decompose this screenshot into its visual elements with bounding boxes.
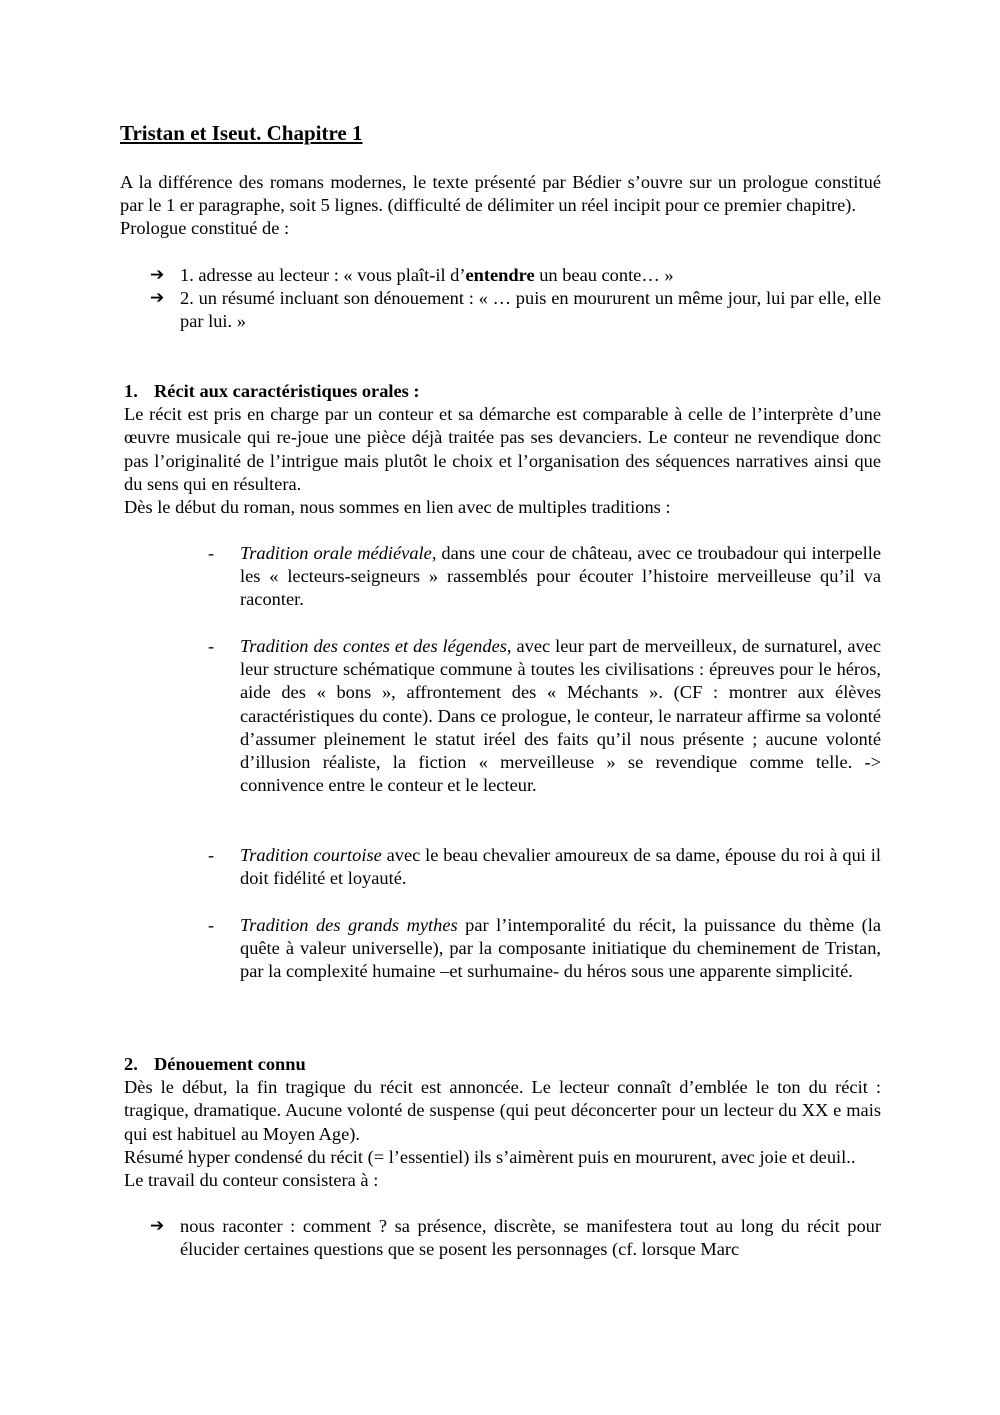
tradition-item: - Tradition des contes et des légendes, avec leur part de merveilleux, de surnaturel, avec leur structure schématique commune à toutes les civilisations : épreuves pour le héros, aide des « bons », affrontement des « Méchants ». (CF : montrer aux élèves caractéristiques du conte). Dans ce prologue, le conteur, le narrateur affirme sa volonté d’assumer pleinement le statut iréel des faits qu’il nous présente ; aucune volonté d’illusion réaliste, la fiction « merveilleuse » se revendique comme telle. -> connivence entre le conteur et le lecteur. (208, 636, 881, 796)
section-2 (124, 1053, 881, 1192)
intro-prologue-label: Prologue constitué de : (120, 218, 290, 239)
intro-list (150, 264, 881, 334)
section-paragraph: Dès le début du roman, nous sommes en lien avec de multiples traditions : (124, 497, 671, 518)
arrow-icon: ➔ (150, 265, 165, 285)
intro-block (120, 171, 881, 241)
bold-word: entendre (465, 265, 535, 285)
section-paragraph: Le travail du conteur consistera à : (124, 1170, 379, 1191)
arrow-icon: ➔ (150, 288, 165, 309)
list-item: ➔ 1. adresse au lecteur : « vous plaît-il d’entendre un beau conte… » (150, 264, 881, 287)
section-paragraph: Résumé hyper condensé du récit (= l’essentiel) ils s’aimèrent puis en moururent, avec joie et deuil.. (124, 1146, 856, 1167)
section-paragraph: Dès le début, la fin tragique du récit est annoncée. Le lecteur connaît d’emblée le ton du récit : tragique, dramatique. Aucune volonté de suspense (qui peut déconcerter pour un lecteur du XX e mais qui est habituel au Moyen Age). (124, 1077, 881, 1144)
arrow-icon: ➔ (150, 1216, 165, 1236)
section-heading: 2. Dénouement connu (124, 1054, 306, 1074)
list-item: ➔ nous raconter : comment ? sa présence, discrète, se manifestera tout au long du récit pour élucider certaines questions que se posent les personnages (cf. lorsque Marc (150, 1216, 881, 1260)
section-1 (124, 380, 881, 519)
tradition-item: - Tradition orale médiévale, dans une cour de château, avec ce troubadour qui interpelle les « lecteurs-seigneurs » rassemblés pour écouter l’histoire merveilleuse qu’il va raconter. (208, 543, 881, 610)
page-title: Tristan et Iseut. Chapitre 1 (120, 121, 363, 145)
section-heading: 1. Récit aux caractéristiques orales : (124, 381, 420, 401)
tradition-item: - Tradition des grands mythes par l’intemporalité du récit, la puissance du thème (la quête à valeur universelle), par la composante initiatique du cheminement de Tristan, par la complexité humaine –et surhumaine- du héros sous une apparente simplicité. (208, 915, 881, 982)
tradition-item: - Tradition courtoise avec le beau chevalier amoureux de sa dame, épouse du roi à qui il doit fidélité et loyauté. (208, 845, 881, 889)
section-2-list (150, 1215, 881, 1261)
list-item: ➔ 2. un résumé incluant son dénouement : « … puis en moururent un même jour, lui par elle, elle par lui. » (150, 288, 881, 332)
intro-paragraph: A la différence des romans modernes, le texte présenté par Bédier s’ouvre sur un prologue constitué par le 1 er paragraphe, soit 5 lignes. (difficulté de délimiter un réel incipit pour ce premier chapitre). (120, 172, 881, 216)
section-paragraph: Le récit est pris en charge par un conteur et sa démarche est comparable à celle de l’interprète d’une œuvre musicale qui re-joue une pièce déjà traitée pas ses devanciers. Le conteur ne revendique donc pas l’originalité de l’intrigue mais plutôt le choix et l’organisation des séquences narratives ainsi que du sens qui en résultera. (124, 404, 881, 494)
